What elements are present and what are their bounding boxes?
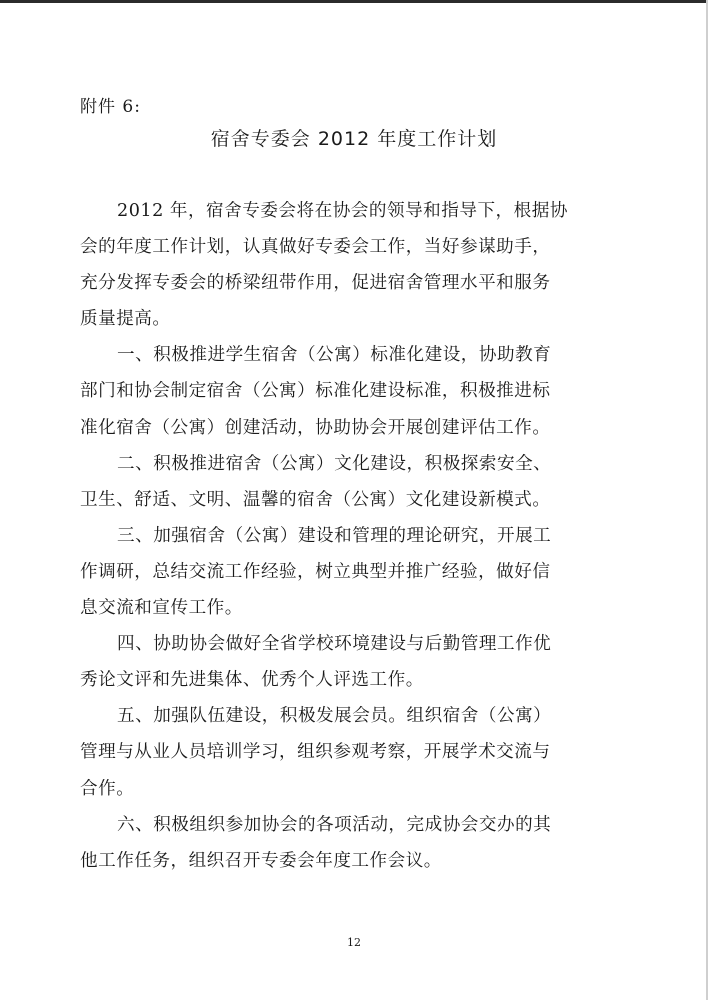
- body-line: 充分发挥专委会的桥梁纽带作用，促进宿舍管理水平和服务: [80, 273, 551, 294]
- body-line: 部门和协会制定宿舍（公寓）标准化建设标准，积极推进标: [80, 381, 551, 402]
- body-line: 他工作任务，组织召开专委会年度工作会议。: [80, 850, 442, 871]
- body-line: 四、协助协会做好全省学校环境建设与后勤管理工作优: [117, 634, 552, 655]
- body-line: 一、积极推进学生宿舍（公寓）标准化建设，协助教育: [117, 345, 552, 366]
- attachment-label: 附件 6:: [80, 97, 141, 117]
- body-line: 准化宿舍（公寓）创建活动，协助协会开展创建评估工作。: [80, 417, 551, 438]
- body-line: 秀论文评和先进集体、优秀个人评选工作。: [80, 670, 424, 691]
- body-line: 2012 年，宿舍专委会将在协会的领导和指导下，根据协: [117, 201, 568, 221]
- body-line: 会的年度工作计划，认真做好专委会工作，当好参谋助手，: [80, 237, 551, 258]
- page-number: 12: [347, 936, 361, 949]
- body-line: 合作。: [80, 778, 135, 799]
- body-line: 管理与从业人员培训学习，组织参观考察，开展学术交流与: [80, 742, 551, 763]
- body-line: 作调研，总结交流工作经验，树立典型并推广经验，做好信: [80, 561, 551, 582]
- body-line: 三、加强宿舍（公寓）建设和管理的理论研究，开展工: [117, 525, 552, 546]
- document-body: [80, 193, 590, 879]
- body-line: 二、积极推进宿舍（公寓）文化建设，积极探索安全、: [117, 453, 552, 474]
- body-line: 质量提高。: [80, 309, 171, 330]
- body-line: 五、加强队伍建设，积极发展会员。组织宿舍（公寓）: [117, 706, 552, 727]
- document-title: 宿舍专委会 2012 年度工作计划: [210, 128, 498, 150]
- scan-edge-top: [0, 0, 708, 3]
- body-line: 卫生、舒适、文明、温馨的宿舍（公寓）文化建设新模式。: [80, 489, 551, 510]
- body-line: 六、积极组织参加协会的各项活动，完成协会交办的其: [117, 814, 552, 835]
- body-line: 息交流和宣传工作。: [80, 598, 243, 619]
